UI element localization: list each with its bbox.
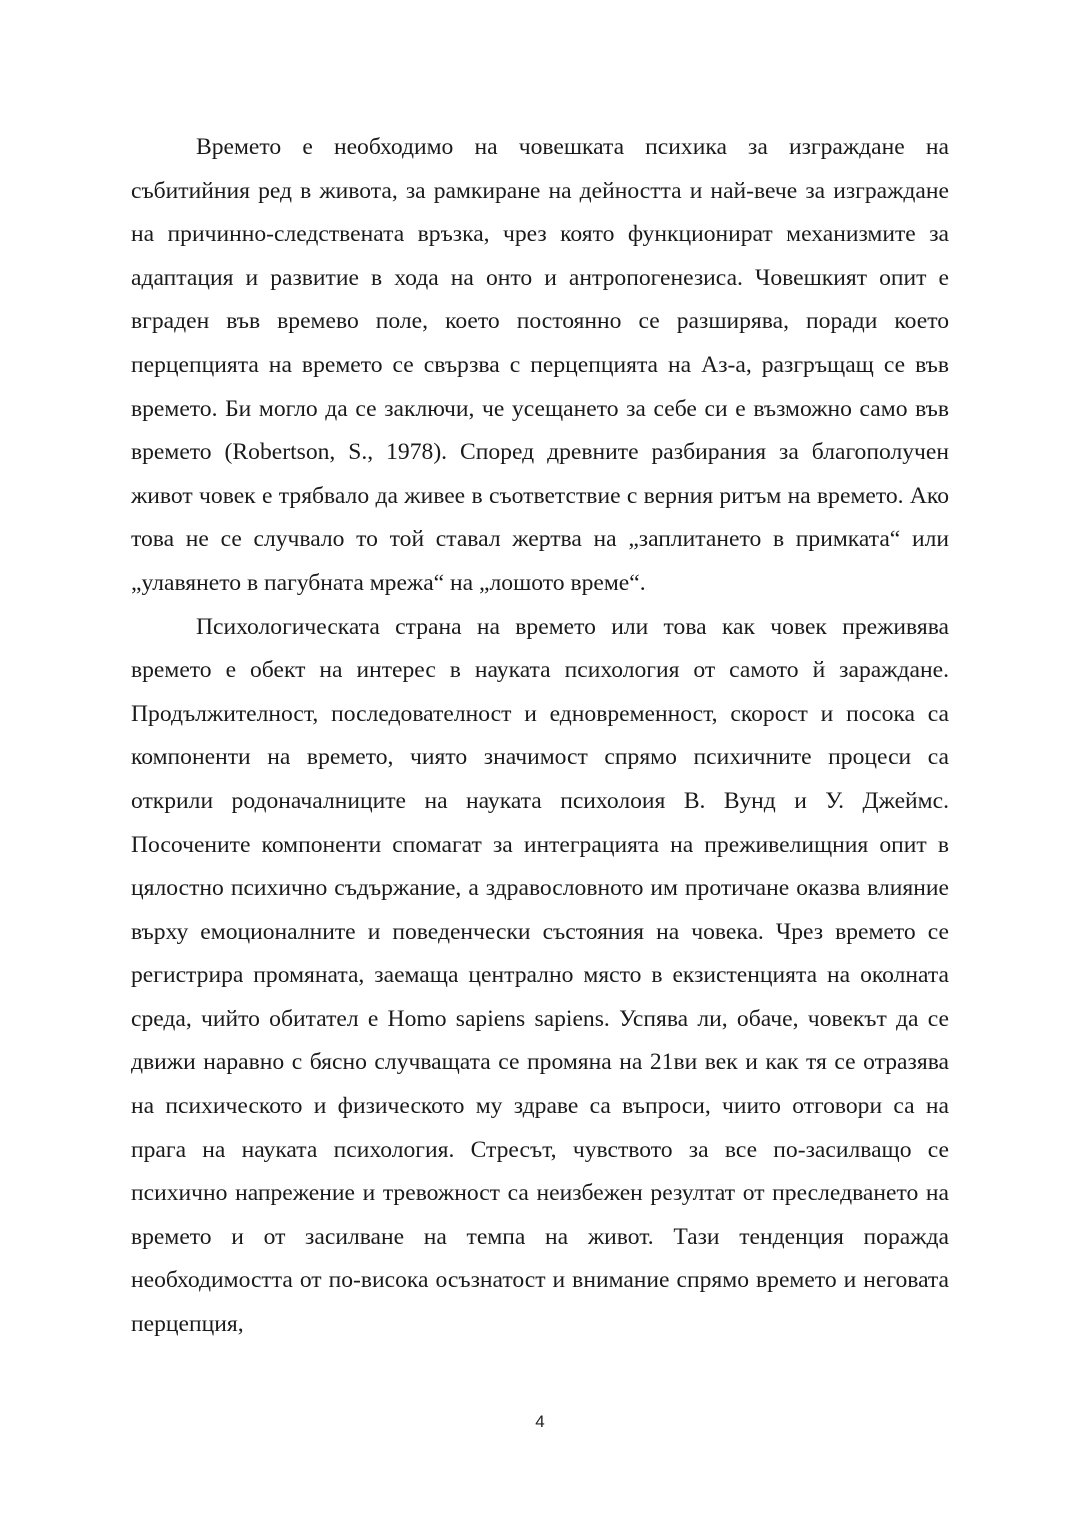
paragraph-time-and-psyche: Времето е необходимо на човешката психика за изграждане на събитийния ред в живота, за рамкиране на дейността и най-вече за изграждане на причинно-следствената връзка, чрез която функционират механизмите за адаптация и развитие в хода на онто и антропогенезиса. Човешкият опит е вграден във времево поле, което постоянно се разширява, поради което перцепцията на времето се свързва с перцепцията на Аз-а, разгръщащ се във времето. Би могло да се заключи, че усещането за себе си е възможно само във времето (Robertson, S., 1978). Според древните разбирания за благополучен живот човек е трябвало да живеe в съответствие с верния ритъм на времето. Ако това не се случвало то той ставал жертва на „заплитането в примката“ или „улавянето в пагубната мрежа“ на „лошото време“.	[131, 134, 949, 596]
page-number: 4	[535, 1412, 545, 1431]
body-text	[131, 126, 949, 1347]
paragraph-psychological-side-of-time: Психологическата страна на времето или това как човек преживява времето е обект на интерес в науката психология от самото й зараждане. Продължителност, последователност и едновременност, скорост и посока са компоненти на времето, чиято значимост спрямо психичните процеси са открили родоначалниците на науката психолоия В. Вунд и У. Джеймс. Посочените компоненти спомагат за интеграцията на преживелищния опит в цялостно психично съдържание, а здравословното им протичане оказва влияние върху емоционалните и поведенчески състояния на човека. Чрез времето се регистрира промяната, заемаща централно място в екзистенцията на околната среда, чийто обитател е Homo sapiens sapiens. Успява ли, обаче, човекът да се движи наравно с бясно случващата се промяна на 21ви век и как тя се отразява на психическото и физическото му здраве са въпроси, чиито отговори са на прага на науката психология. Стресът, чувството за все по-засилващо се психично напрежение и тревожност са неизбежен резултат от преследването на времето и от засилване на темпа на живот. Тази тенденция поражда необходимостта от по-висока осъзнатост и внимание спрямо времето и неговата перцепция,	[131, 613, 949, 1338]
